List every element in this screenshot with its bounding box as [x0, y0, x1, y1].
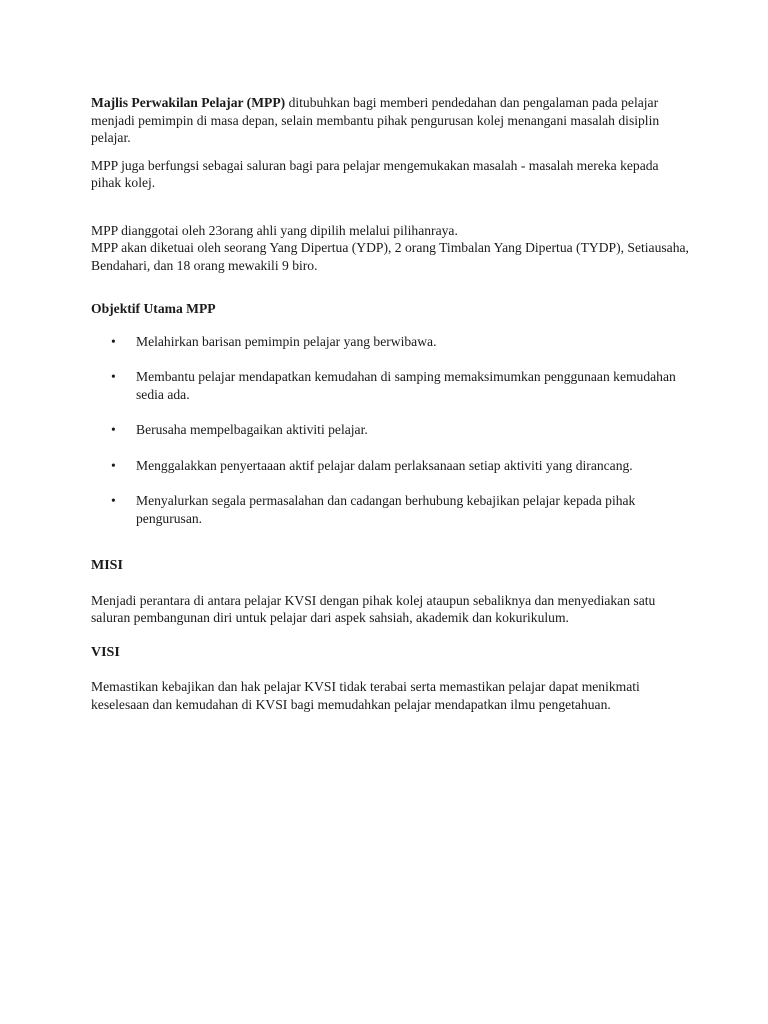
intro-bold-term: Majlis Perwakilan Pelajar (MPP) [91, 95, 286, 110]
objective-item [91, 333, 691, 351]
objective-text: Menggalakkan penyertaaan aktif pelajar dalam perlaksanaan setiap aktiviti yang dirancang. [136, 457, 633, 473]
visi-heading: VISI [91, 644, 120, 660]
misi-text: Menjadi perantara di antara pelajar KVSI dengan pihak kolej ataupun sebaliknya dan menyediakan satu saluran pembangunan diri untuk pelajar dari aspek sahsiah, akademik dan kokurikulum. [91, 592, 656, 625]
function-paragraph: MPP juga berfungsi sebagai saluran bagi para pelajar mengemukakan masalah - masalah mereka kepada pihak kolej. [91, 157, 659, 190]
objective-text: Melahirkan barisan pemimpin pelajar yang berwibawa. [136, 333, 437, 349]
members-line-1: MPP dianggotai oleh 23orang ahli yang dipilih melalui pilihanraya. [91, 222, 458, 238]
members-line-2: MPP akan diketuai oleh seorang Yang Dipertua (YDP), 2 orang Timbalan Yang Dipertua (TYDP), Setiausaha, Bendahari, dan 18 orang mewakili 9 biro. [91, 240, 689, 273]
bullet-icon: • [111, 422, 116, 437]
objectives-list [91, 333, 691, 528]
objective-text: Menyalurkan segala permasalahan dan cadangan berhubung kebajikan pelajar kepada pihak pengurusan. [136, 493, 636, 526]
intro-text: ditubuhkan bagi memberi pendedahan dan pengalaman pada pelajar menjadi pemimpin di masa depan, selain membantu pihak pengurusan kolej menangani masalah disiplin pelajar. [91, 95, 660, 145]
intro-paragraph [91, 94, 691, 147]
misi-heading: MISI [91, 558, 123, 573]
document-page [91, 94, 691, 730]
objective-text: Berusaha mempelbagaikan aktiviti pelajar. [136, 422, 368, 437]
objective-text: Membantu pelajar mendapatkan kemudahan di samping memaksimumkan penggunaan kemudahan sedia ada. [136, 369, 676, 402]
objective-item [91, 492, 691, 527]
objective-item [91, 457, 691, 475]
objective-item [91, 421, 691, 439]
objective-item [91, 368, 691, 403]
bullet-icon: • [111, 333, 116, 349]
objectives-heading: Objektif Utama MPP [91, 301, 216, 316]
visi-text: Memastikan kebajikan dan hak pelajar KVSI tidak terabai serta memastikan pelajar dapat menikmati keselesaan dan kemudahan di KVSI bagi memudahkan pelajar mendapatkan ilmu pengetahuan. [91, 679, 640, 712]
bullet-icon: • [111, 369, 116, 384]
bullet-icon: • [111, 457, 116, 473]
bullet-icon: • [111, 493, 116, 508]
members-paragraph [91, 222, 691, 275]
